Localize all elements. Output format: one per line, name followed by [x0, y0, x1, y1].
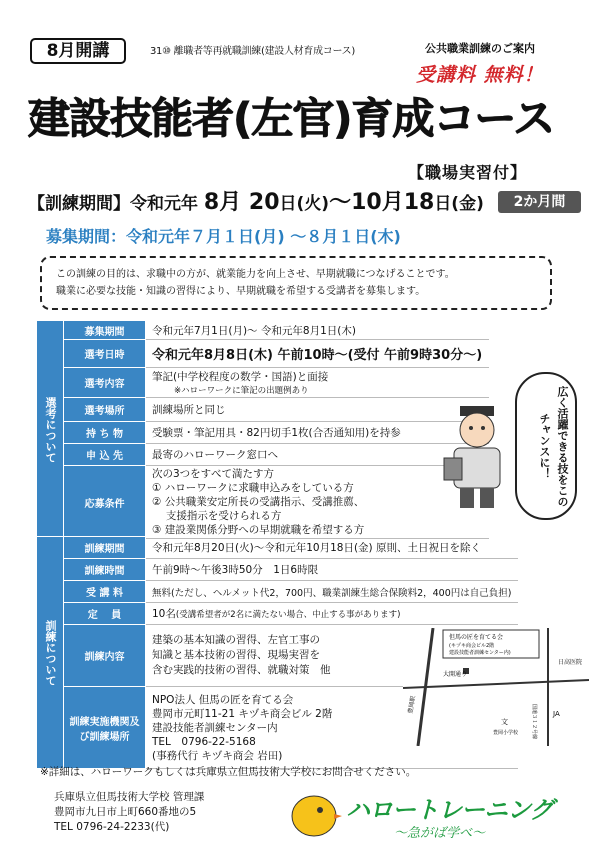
row-head: 募集期間 — [64, 321, 146, 340]
training-period — [28, 185, 484, 216]
row-note: ※ハローワークに筆記の出題例あり — [174, 386, 309, 396]
map-school: 豊岡小学校 — [493, 730, 519, 736]
selection-table — [36, 320, 489, 539]
map-label: 建設技能者訓練センター内) — [449, 650, 511, 656]
row-head: 選考日時 — [64, 340, 146, 368]
row-head: 応募条件 — [64, 466, 146, 539]
row-value: 10名(受講希望者が2名に満たない場合、中止する事があります) — [146, 603, 518, 625]
bird-mascot-icon — [286, 786, 342, 842]
map-hospital: 日高医院 — [558, 659, 583, 666]
school-tel: TEL 0796-24-2233(代) — [54, 821, 170, 833]
row-head: 受 講 料 — [64, 581, 146, 603]
row-head: 訓練時間 — [64, 559, 146, 581]
map-ja: JA — [553, 710, 560, 718]
speech-bubble: 広く活躍できる技をこのチャンスに！ — [515, 372, 577, 520]
period-start-day: 日(火) — [279, 194, 330, 214]
period-end: 10月18 — [351, 190, 435, 215]
row-value: 無料(ただし、ヘルメット代2，700円、職業訓練生総合保険料2，400円は自己負担) — [146, 581, 518, 603]
training-side-label: 訓練について — [37, 537, 64, 769]
map-school-mark: 文 — [501, 718, 508, 726]
guide-label: 公共職業訓練のご案内 — [425, 42, 535, 55]
row-value: 令和元年8月8日(木) 午前10時～(受付 午前9時30分～) — [146, 340, 489, 368]
period-era: 令和元年 — [130, 194, 198, 214]
duration-badge: 2か月間 — [498, 191, 581, 213]
ojt-label: 【職場実習付】 — [408, 163, 528, 182]
map-route: 国道３１２号線 — [531, 704, 537, 740]
period-end-day: 日(金) — [434, 194, 484, 214]
row-head: 訓練内容 — [64, 625, 146, 687]
map-road: 大開通り — [443, 671, 468, 678]
row-value: 最寄のハローワーク窓口へ — [146, 444, 489, 466]
course-subtitle: 31⑩ 離職者等再就職訓練(建設人材育成コース) — [150, 46, 355, 57]
row-head: 訓練実施機関及び訓練場所 — [64, 687, 146, 769]
school-name: 兵庫県立但馬技術大学校 管理課 — [54, 791, 205, 803]
row-head: 持 ち 物 — [64, 422, 146, 444]
row-value: 受験票・筆記用具・82円切手1枚(合否通知用)を持参 — [146, 422, 489, 444]
row-value: 筆記(中学校程度の数学・国語)と面接 ※ハローワークに筆記の出題例あり — [146, 368, 489, 398]
row-head: 選考内容 — [64, 368, 146, 398]
recruit-period: 募集期間：令和元年７月１日(月) ～８月１日(木) — [46, 227, 401, 246]
row-head: 申 込 先 — [64, 444, 146, 466]
logo-tagline: ～急がば学べ～ — [394, 826, 486, 841]
footnote: ※詳細は、ハローワークもしくは兵庫県立但馬技術大学校にお問合せください。 — [40, 766, 417, 778]
intro-box — [40, 256, 552, 310]
map-label: (キヅキ商会ビル2階 — [449, 643, 495, 649]
row-value: 建築の基本知識の習得、左官工事の 知識と基本技術の習得、現場実習を 含む実践的技術の習得、就職対策 他 — [146, 625, 518, 687]
row-head: 選考場所 — [64, 398, 146, 422]
selection-side-label: 選考について — [37, 321, 64, 539]
period-start: 8月 20 — [203, 190, 280, 215]
row-value: 令和元年7月1日(月)～ 令和元年8月1日(木) — [146, 321, 489, 340]
worker-illustration — [440, 400, 514, 510]
location-map — [403, 628, 589, 746]
row-note: (受講希望者が2名に満たない場合、中止する事があります) — [175, 610, 401, 620]
row-value: 次の3つをすべて満たす方 ① ハローワークに求職申込みをしている方 ② 公共職業安定所長の受講指示、受講推薦、 支援指示を受けられる方 ③ 建設業関係分野への早期就職を希望する方 — [146, 466, 489, 539]
row-value: NPO法人 但馬の匠を育てる会 豊岡市元町11-21 キヅキ商会ビル 2階 建設技能者訓練センター内 TEL 0796-22-5168 (事務代行 キヅキ商会 岩田) — [146, 687, 518, 769]
row-value: 訓練場所と同じ — [146, 398, 489, 422]
hello-training-logo: ハロートレーニング — [346, 796, 553, 824]
row-head: 定 員 — [64, 603, 146, 625]
free-tuition-label: 受講料 無料！ — [416, 64, 544, 86]
school-contact — [54, 790, 204, 835]
opening-badge: 8月開講 — [30, 38, 126, 64]
row-value: 午前9時～午後3時50分 1日6時限 — [146, 559, 518, 581]
map-label: 但馬の匠を育てる会 — [449, 634, 504, 641]
intro-line: この訓練の目的は、求職中の方が、就業能力を向上させ、早期就職につなげることです。 — [56, 269, 455, 280]
map-station: 豊岡駅 — [407, 695, 418, 715]
intro-line: 職業に必要な技能・知識の習得により、早期就職を希望する受講者を募集します。 — [56, 286, 426, 297]
period-tilde: ～ — [329, 190, 352, 215]
row-head: 訓練期間 — [64, 537, 146, 559]
page-title: 建設技能者(左官)育成コース — [28, 94, 555, 143]
period-label: 【訓練期間】 — [28, 194, 130, 214]
row-value: 令和元年8月20日(火)～令和元年10月18日(金) 原則、土日祝日を除く — [146, 537, 518, 559]
school-address: 豊岡市九日市上町660番地の5 — [54, 806, 197, 818]
